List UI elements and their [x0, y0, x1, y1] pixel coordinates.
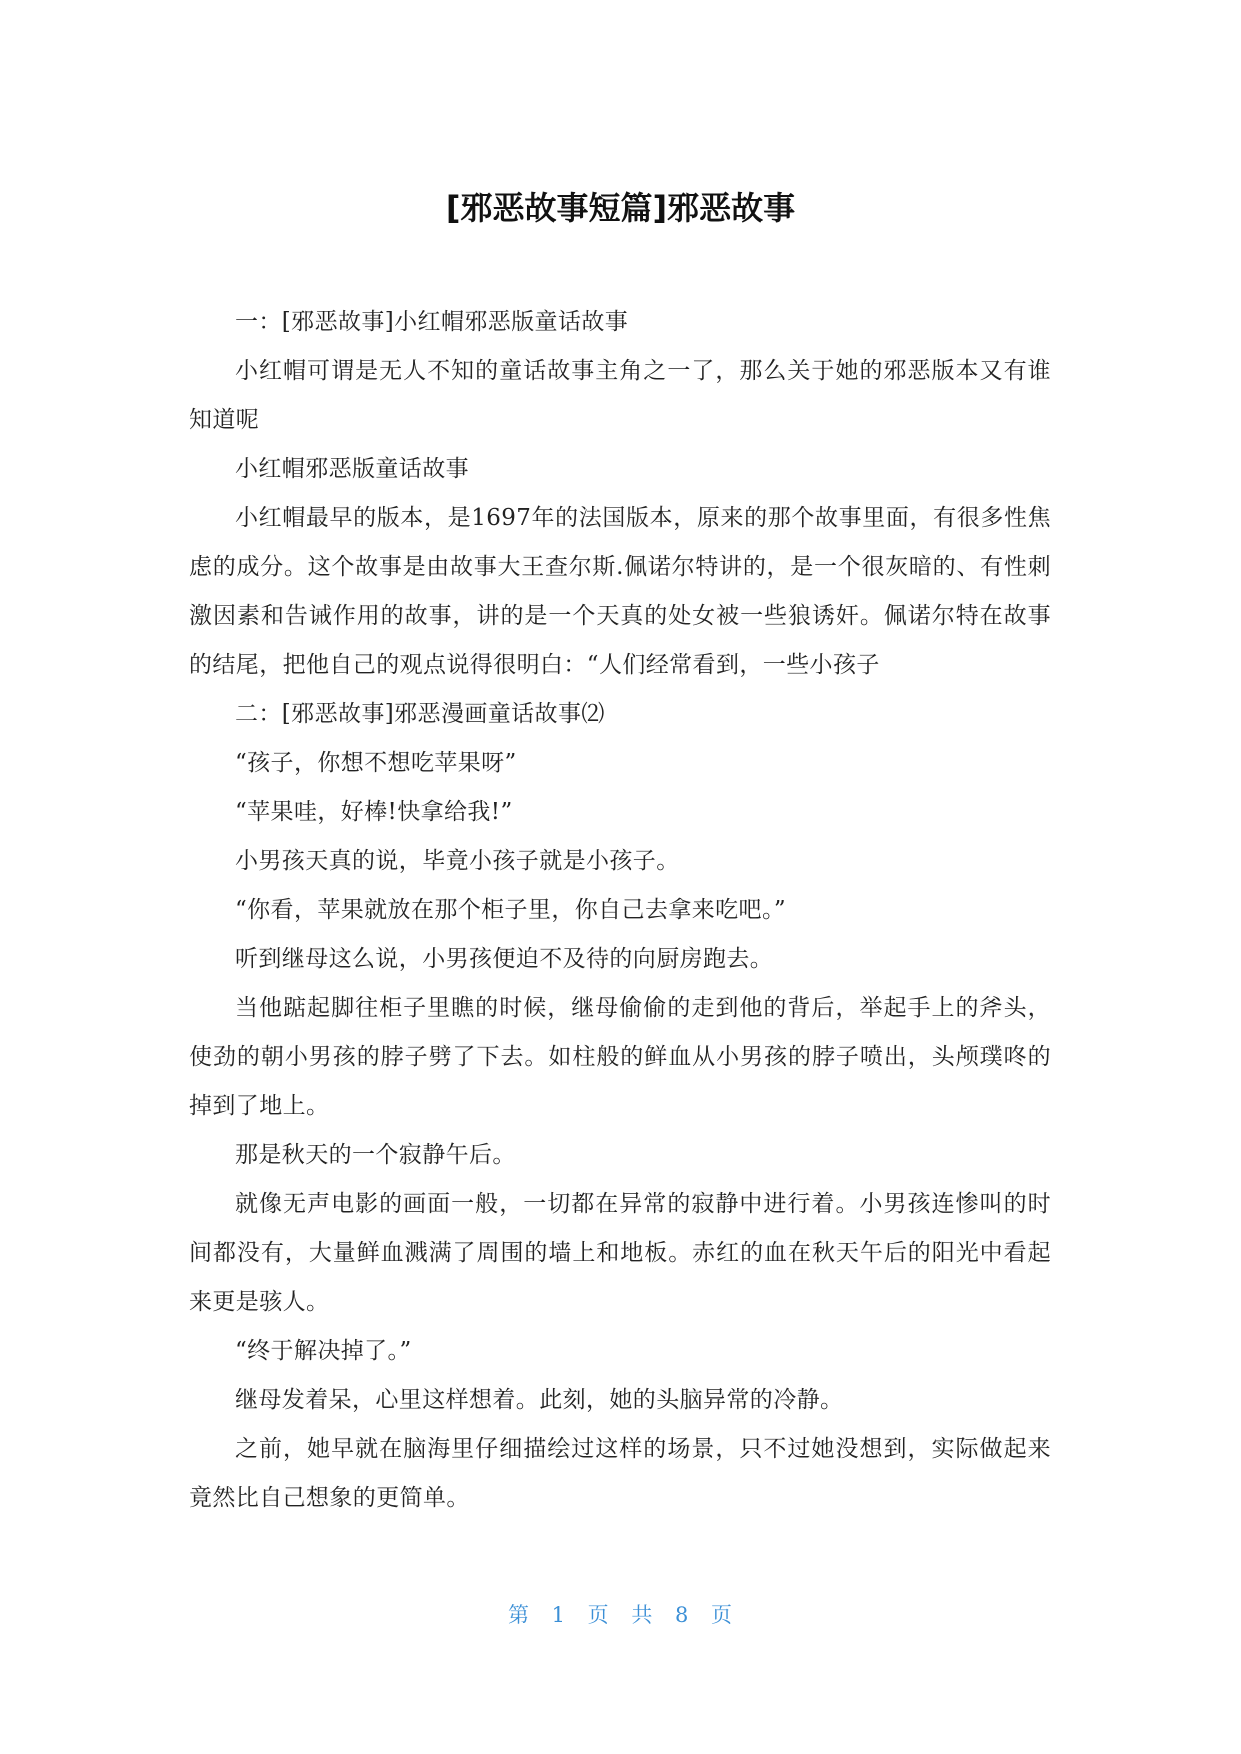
paragraph: “孩子，你想不想吃苹果呀”: [235, 750, 517, 776]
section-heading: 一：[邪恶故事]小红帽邪恶版童话故事: [235, 309, 629, 335]
paragraph: 听到继母这么说，小男孩便迫不及待的向厨房跑去。: [235, 946, 774, 972]
paragraph: “苹果哇，好棒!快拿给我!”: [235, 799, 513, 825]
paragraph: 小红帽最早的版本，是1697年的法国版本，原来的那个故事里面，有很多性焦虑的成分。这个故事是由故事大王查尔斯.佩诺尔特讲的，是一个很灰暗的、有性刺激因素和告诫作用的故事，讲的是一个天真的处女被一些狼诱奸。佩诺尔特在故事的结尾，把他自己的观点说得很明白：“人们经常看到，一些小孩子: [189, 505, 1051, 678]
paragraph: 继母发着呆，心里这样想着。此刻，她的头脑异常的冷静。: [235, 1387, 844, 1413]
paragraph: “你看，苹果就放在那个柜子里，你自己去拿来吃吧。”: [235, 897, 787, 923]
document-body: [189, 298, 1051, 1523]
paragraph: 小男孩天真的说，毕竟小孩子就是小孩子。: [235, 848, 680, 874]
page-title: [邪恶故事短篇]邪恶故事: [445, 189, 796, 227]
paragraph: “终于解决掉了。”: [235, 1338, 412, 1364]
paragraph: 就像无声电影的画面一般，一切都在异常的寂静中进行着。小男孩连惨叫的时间都没有，大量鲜血溅满了周围的墙上和地板。赤红的血在秋天午后的阳光中看起来更是骇人。: [189, 1191, 1051, 1315]
paragraph: 之前，她早就在脑海里仔细描绘过这样的场景，只不过她没想到，实际做起来竟然比自己想象的更简单。: [189, 1436, 1051, 1511]
page-number-footer: 第 1 页 共 8 页: [507, 1603, 734, 1627]
paragraph: 小红帽邪恶版童话故事: [235, 456, 469, 482]
paragraph: 那是秋天的一个寂静午后。: [235, 1142, 516, 1168]
section-heading: 二：[邪恶故事]邪恶漫画童话故事⑵: [235, 701, 605, 727]
paragraph: 当他踮起脚往柜子里瞧的时候，继母偷偷的走到他的背后，举起手上的斧头，使劲的朝小男孩的脖子劈了下去。如柱般的鲜血从小男孩的脖子喷出，头颅璞咚的掉到了地上。: [189, 995, 1051, 1119]
paragraph: 小红帽可谓是无人不知的童话故事主角之一了，那么关于她的邪恶版本又有谁知道呢: [189, 358, 1051, 433]
